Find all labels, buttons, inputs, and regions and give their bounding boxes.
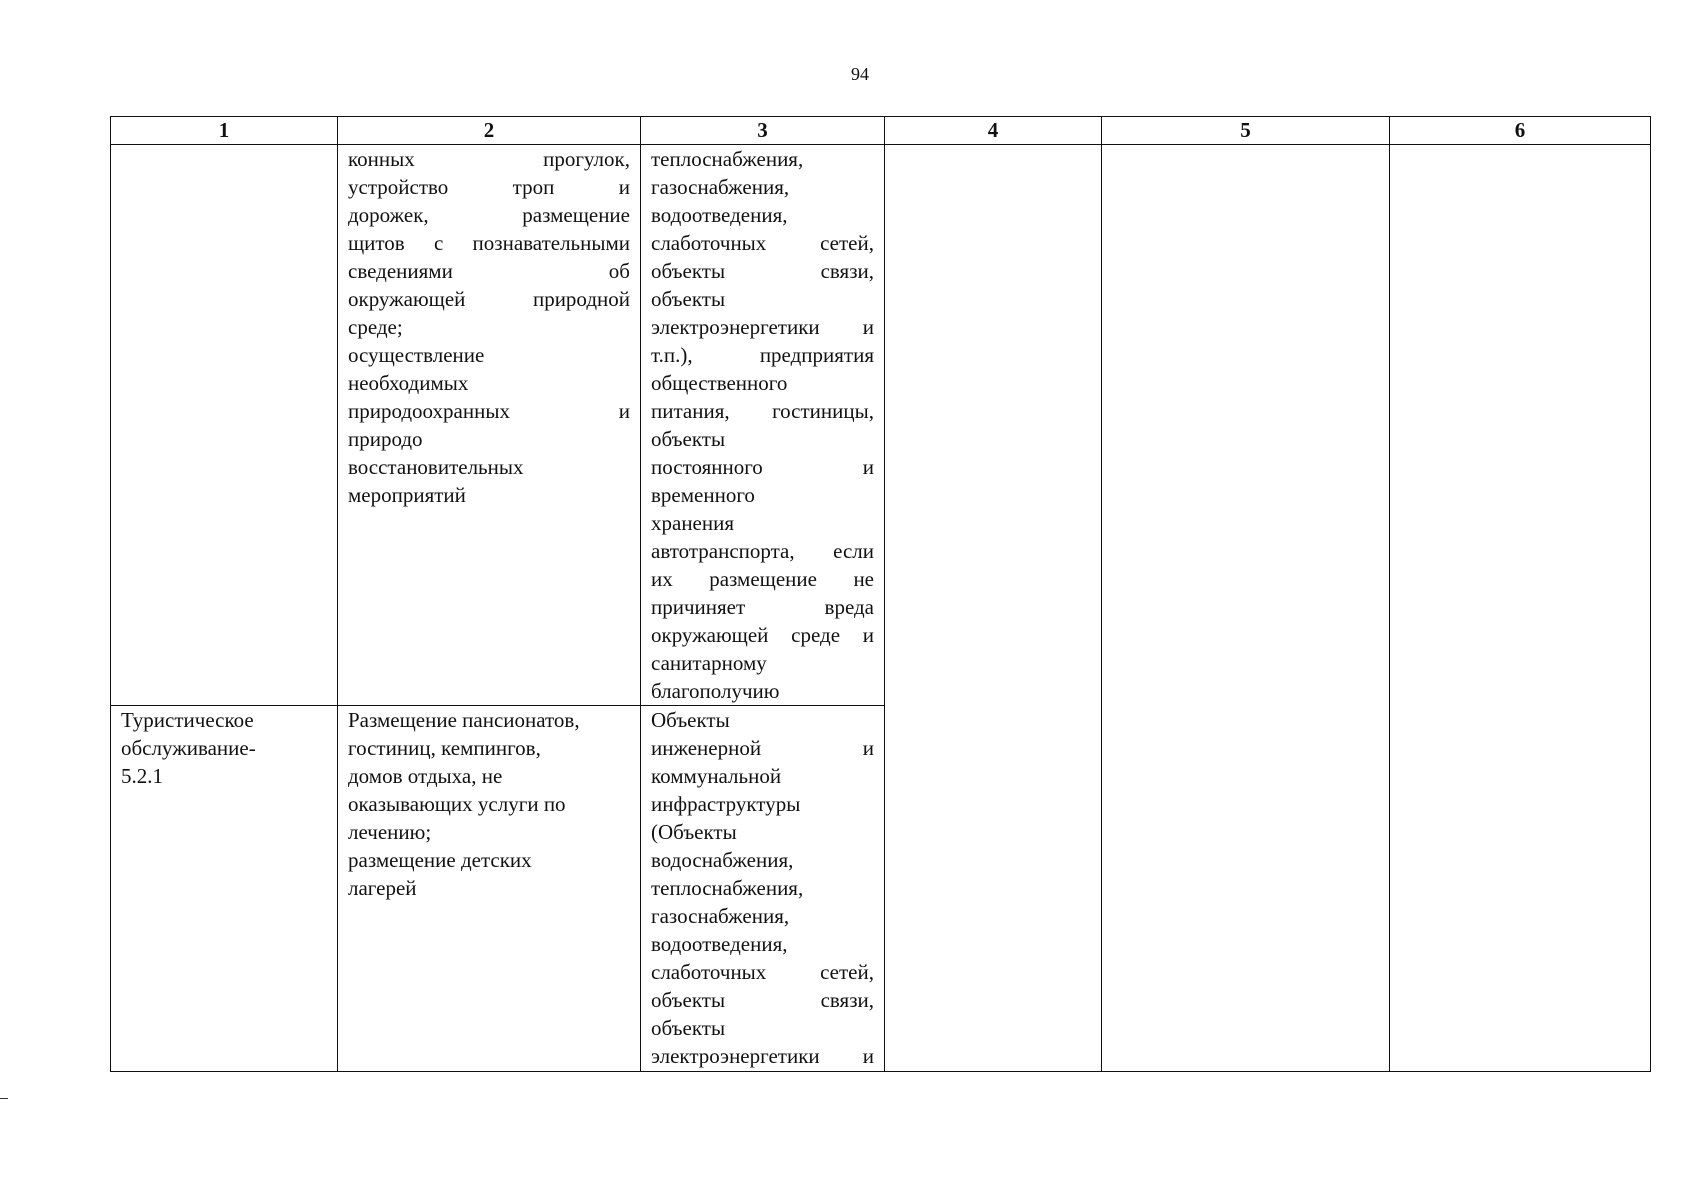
cell-text-line: объекты — [651, 427, 726, 451]
column-header-1: 1 — [111, 117, 338, 145]
cell-permitted-use-description — [338, 706, 641, 1072]
cell-text-line: окружающей природной — [348, 287, 630, 311]
cell-text-line: газоснабжения, — [651, 904, 790, 928]
cell-text-line: оказывающих услуги по — [348, 792, 566, 816]
cell-text-line: общественного — [651, 371, 788, 395]
column-header-4: 4 — [885, 117, 1102, 145]
cell-text-line: Объекты — [651, 708, 730, 732]
cell-text-line: инфраструктуры — [651, 792, 801, 816]
cell-text-line: водоотведения, — [651, 203, 788, 227]
cell-text-line: лечению; — [348, 820, 432, 844]
cell-text-line: благополучию — [651, 679, 780, 703]
cell-text-line: природоохранных и — [348, 399, 630, 423]
cell-text-line: объекты связи, — [651, 259, 874, 283]
cell-text-line: причиняет вреда — [651, 595, 874, 619]
cell-text-line: объекты — [651, 287, 726, 311]
column-header-2: 2 — [338, 117, 641, 145]
cell-text-line: их размещение не — [651, 567, 874, 591]
cell-permitted-use-description — [338, 145, 641, 706]
cell-text-line: слаботочных сетей, — [651, 231, 874, 255]
cell-text-line: (Объекты — [651, 820, 737, 844]
cell-text-line: хранения — [651, 511, 735, 535]
cell-text-line: теплоснабжения, — [651, 147, 804, 171]
cell-text-line: теплоснабжения, — [651, 876, 804, 900]
cell-text-line: инженерной и — [651, 736, 874, 760]
cell-auxiliary-uses — [641, 145, 885, 706]
cell-text-line: 5.2.1 — [121, 764, 163, 788]
cell-text-line: Размещение пансионатов, — [348, 708, 580, 732]
cell-permitted-use-name — [111, 706, 338, 1072]
cell-text-line: водоснабжения, — [651, 848, 794, 872]
cell-text-line: домов отдыха, не — [348, 764, 503, 788]
cell-auxiliary-uses — [641, 706, 885, 1072]
cell-text-line: питания, гостиницы, — [651, 399, 874, 423]
cell-text-line: осуществление — [348, 343, 485, 367]
cell-text-line: природо — [348, 427, 423, 451]
cell-text-line: автотранспорта, если — [651, 539, 874, 563]
cell-text-line: временного — [651, 483, 755, 507]
table-row — [111, 145, 1651, 706]
regulations-table — [110, 116, 1651, 1072]
cell-text-line: слаботочных сетей, — [651, 960, 874, 984]
cell-text-line: лагерей — [348, 876, 417, 900]
page-number: 94 — [851, 64, 869, 84]
cell-text-line: устройство троп и — [348, 175, 630, 199]
cell-text-line: необходимых — [348, 371, 469, 395]
column-header-6: 6 — [1390, 117, 1651, 145]
cell-text-line: т.п.), предприятия — [651, 343, 874, 367]
cell-text-line: восстановительных — [348, 455, 524, 479]
cell-text-line: объекты — [651, 1016, 726, 1040]
cell-text-line: сведениями об — [348, 259, 630, 283]
margin-mark — [0, 1098, 8, 1099]
cell-text-line: дорожек, размещение — [348, 203, 630, 227]
cell-text-line: коммунальной — [651, 764, 782, 788]
cell-column-6 — [1390, 145, 1651, 1072]
cell-text-line: постоянного и — [651, 455, 874, 479]
cell-text-line: электроэнергетики и — [651, 1044, 874, 1068]
cell-text-line: санитарному — [651, 651, 767, 675]
cell-text-line: среде; — [348, 315, 403, 339]
cell-text-line: газоснабжения, — [651, 175, 790, 199]
cell-column-4 — [885, 145, 1102, 1072]
cell-text-line: щитов с познавательными — [348, 231, 630, 255]
column-header-3: 3 — [641, 117, 885, 145]
cell-text-line: Туристическое — [121, 708, 254, 732]
cell-column-5 — [1102, 145, 1390, 1072]
cell-text-line: объекты связи, — [651, 988, 874, 1012]
cell-text-line: гостиниц, кемпингов, — [348, 736, 541, 760]
column-header-5: 5 — [1102, 117, 1390, 145]
cell-text-line: мероприятий — [348, 483, 466, 507]
cell-text-line: электроэнергетики и — [651, 315, 874, 339]
table-header-row — [111, 117, 1651, 145]
cell-text-line: конных прогулок, — [348, 147, 630, 171]
cell-text-line: водоотведения, — [651, 932, 788, 956]
cell-text-line: обслуживание- — [121, 736, 256, 760]
cell-text-line: размещение детских — [348, 848, 532, 872]
cell-text-line: окружающей среде и — [651, 623, 874, 647]
cell-permitted-use-name — [111, 145, 338, 706]
